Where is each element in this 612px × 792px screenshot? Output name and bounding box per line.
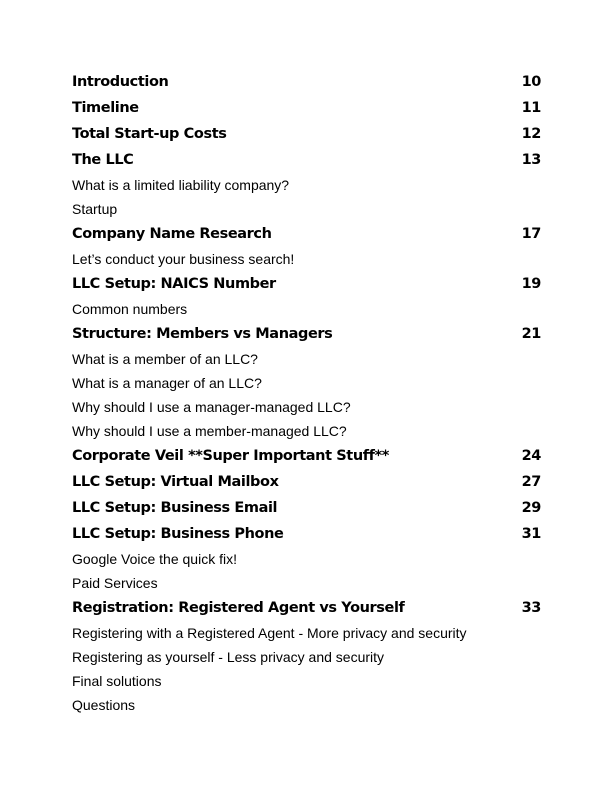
toc-subentry-startup[interactable] bbox=[72, 197, 541, 221]
toc-subentry-title: What is a member of an LLC? bbox=[72, 351, 258, 367]
toc-subentry-title: Common numbers bbox=[72, 301, 188, 317]
toc-subentry-title: Final solutions bbox=[72, 673, 162, 689]
toc-page-number: 10 bbox=[521, 74, 541, 90]
toc-page-number: 29 bbox=[521, 500, 541, 516]
toc-page-number: 24 bbox=[521, 448, 541, 464]
toc-page-number: 21 bbox=[521, 326, 541, 342]
table-of-contents bbox=[72, 69, 541, 717]
toc-subentry-title: Google Voice the quick fix! bbox=[72, 551, 237, 567]
toc-subentry-manager-of-llc[interactable] bbox=[72, 371, 541, 395]
toc-page-number: 17 bbox=[521, 226, 541, 242]
toc-subentry-why-manager-managed[interactable] bbox=[72, 395, 541, 419]
toc-subentry-title: Questions bbox=[72, 697, 136, 713]
toc-entry-title: LLC Setup: NAICS Number bbox=[72, 276, 276, 292]
toc-entry-business-email[interactable] bbox=[72, 495, 541, 521]
toc-subentry-common-numbers[interactable] bbox=[72, 297, 541, 321]
toc-entry-title: Timeline bbox=[72, 100, 139, 116]
toc-subentry-what-is-llc[interactable] bbox=[72, 173, 541, 197]
toc-entry-title: Corporate Veil **Super Important Stuff** bbox=[72, 448, 389, 464]
toc-page-number: 11 bbox=[521, 100, 541, 116]
toc-subentry-title: What is a manager of an LLC? bbox=[72, 375, 262, 391]
toc-entry-total-start-up-costs[interactable] bbox=[72, 121, 541, 147]
toc-subentry-title: Why should I use a member-managed LLC? bbox=[72, 423, 347, 439]
toc-subentry-why-member-managed[interactable] bbox=[72, 419, 541, 443]
toc-entry-title: Introduction bbox=[72, 74, 169, 90]
toc-subentry-final-solutions[interactable] bbox=[72, 669, 541, 693]
toc-subentry-questions[interactable] bbox=[72, 693, 541, 717]
toc-page-number: 27 bbox=[521, 474, 541, 490]
toc-subentry-title: Registering with a Registered Agent - More privacy and security bbox=[72, 625, 467, 641]
toc-entry-title: Company Name Research bbox=[72, 226, 272, 242]
toc-entry-naics-number[interactable] bbox=[72, 271, 541, 297]
toc-entry-title: LLC Setup: Virtual Mailbox bbox=[72, 474, 279, 490]
toc-entry-timeline[interactable] bbox=[72, 95, 541, 121]
toc-subentry-business-search[interactable] bbox=[72, 247, 541, 271]
toc-subentry-title: Why should I use a manager-managed LLC? bbox=[72, 399, 351, 415]
toc-subentry-title: What is a limited liability company? bbox=[72, 177, 290, 193]
toc-subentry-title: Let’s conduct your business search! bbox=[72, 251, 295, 267]
toc-entry-business-phone[interactable] bbox=[72, 521, 541, 547]
toc-page-number: 31 bbox=[521, 526, 541, 542]
toc-subentry-google-voice[interactable] bbox=[72, 547, 541, 571]
toc-entry-title: The LLC bbox=[72, 152, 134, 168]
toc-entry-registration[interactable] bbox=[72, 595, 541, 621]
toc-entry-the-llc[interactable] bbox=[72, 147, 541, 173]
toc-page-number: 19 bbox=[521, 276, 541, 292]
toc-page-number: 33 bbox=[521, 600, 541, 616]
toc-entry-title: LLC Setup: Business Email bbox=[72, 500, 278, 516]
toc-entry-company-name-research[interactable] bbox=[72, 221, 541, 247]
toc-subentry-member-of-llc[interactable] bbox=[72, 347, 541, 371]
toc-subentry-registering-yourself[interactable] bbox=[72, 645, 541, 669]
toc-entry-introduction[interactable] bbox=[72, 69, 541, 95]
toc-entry-title: Registration: Registered Agent vs Yourself bbox=[72, 600, 405, 616]
toc-entry-title: Structure: Members vs Managers bbox=[72, 326, 333, 342]
toc-entry-title: LLC Setup: Business Phone bbox=[72, 526, 284, 542]
toc-entry-virtual-mailbox[interactable] bbox=[72, 469, 541, 495]
toc-page-number: 13 bbox=[521, 152, 541, 168]
toc-subentry-paid-services[interactable] bbox=[72, 571, 541, 595]
toc-subentry-title: Startup bbox=[72, 201, 118, 217]
toc-page-number: 12 bbox=[521, 126, 541, 142]
toc-subentry-registered-agent[interactable] bbox=[72, 621, 541, 645]
toc-subentry-title: Paid Services bbox=[72, 575, 158, 591]
toc-entry-title: Total Start-up Costs bbox=[72, 126, 227, 142]
toc-entry-corporate-veil[interactable] bbox=[72, 443, 541, 469]
toc-subentry-title: Registering as yourself - Less privacy and security bbox=[72, 649, 385, 665]
toc-entry-members-vs-managers[interactable] bbox=[72, 321, 541, 347]
